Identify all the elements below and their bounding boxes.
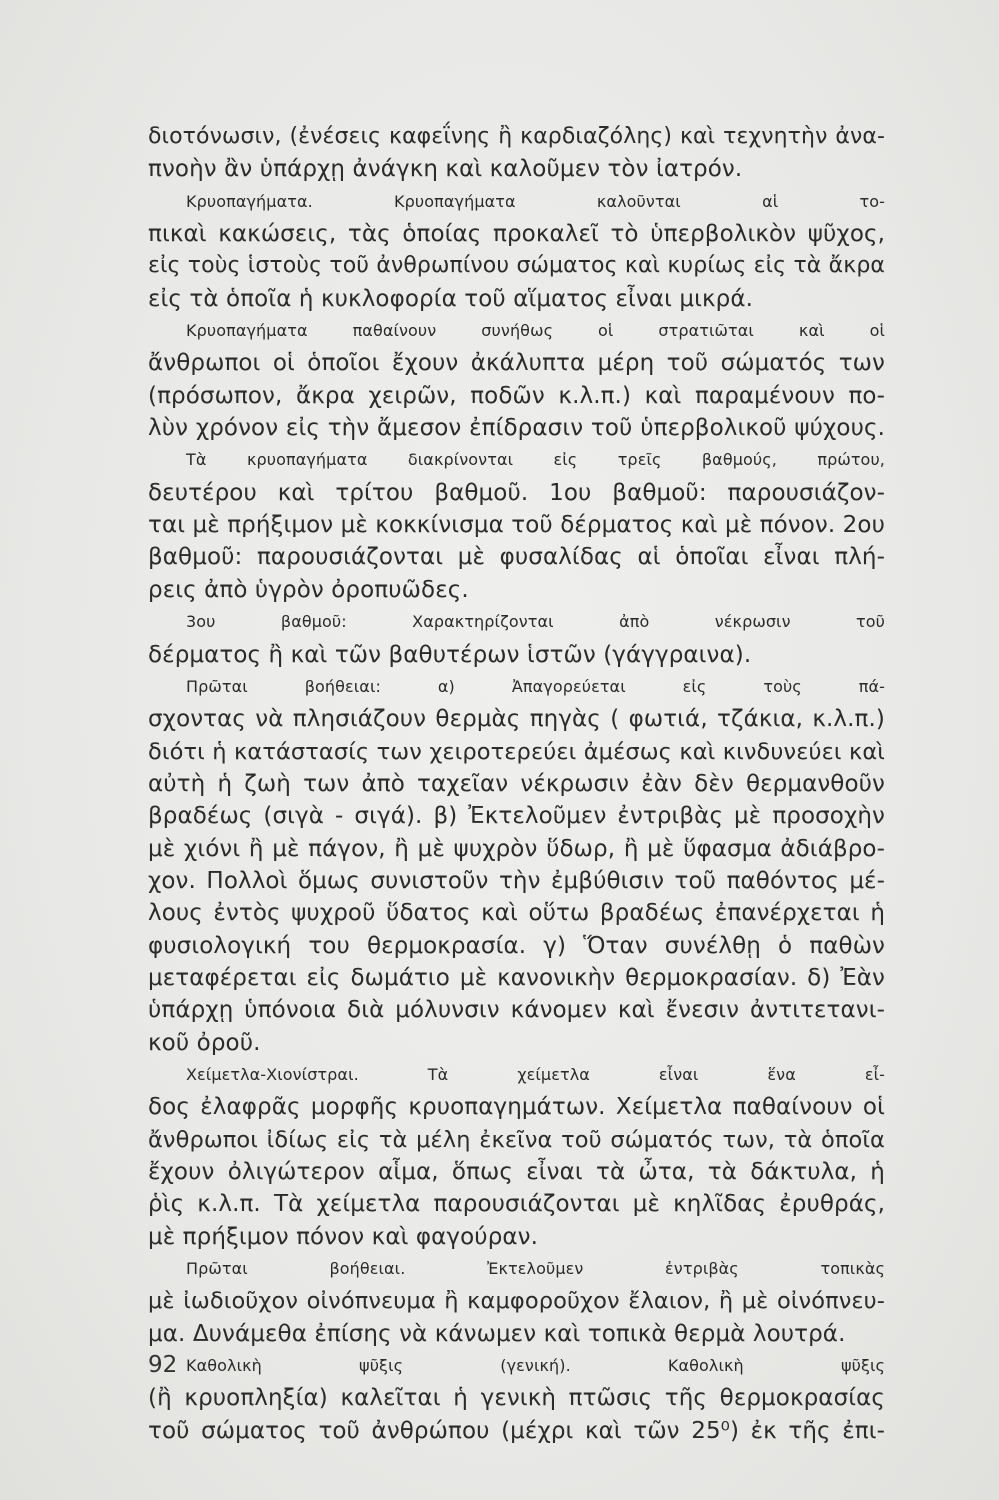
text-line: λους ἐντὸς ψυχροῦ ὕδατος καὶ οὕτω βραδέως ἐπανέρχεται ἡ [148,900,885,927]
text-line: εἰς τὰ ὁποῖα ἡ κυκλοφορία τοῦ αἵματος εἶναι μικρά. [148,285,754,312]
text-line: διοτόνωσιν, (ἐνέσεις καφεΐνης ἢ καρδιαζόλης) καὶ τεχνητὴν ἀνα- [148,124,885,149]
text-line: αὐτὴ ἡ ζωὴ των ἀπὸ ταχεῖαν νέκρωσιν ἐὰν δὲν θερμανθοῦν [148,770,885,797]
section-heading-line: Κρυοπαγήματα. Κρυοπαγήματα καλοῦνται αἱ το- [186,191,885,211]
text-line: μὲ ἰωδιοῦχον οἰνόπνευμα ἢ καμφοροῦχον ἔλαιον, ἢ μὲ οἰνόπνευ- [148,1288,885,1315]
text-line: λὺν χρόνον εἰς τὴν ἄμεσον ἐπίδρασιν τοῦ ὑπερβολικοῦ ψύχους. [148,415,885,442]
page-number: 92 [148,1352,178,1378]
section-heading-line: Πρῶται βοήθειαι. Ἐκτελοῦμεν ἐντριβὰς τοπικὰς [186,1259,885,1279]
text-line: ῥὶς κ.λ.π. Τὰ χείμετλα παρουσιάζονται μὲ κηλῖδας ἐρυθράς, [148,1191,885,1218]
text-line: δος ἐλαφρᾶς μορφῆς κρυοπαγημάτων. Χείμετλα παθαίνουν οἱ [148,1094,885,1121]
text-line: ἄνθρωποι ἰδίως εἰς τὰ μέλη ἐκεῖνα τοῦ σώματός των, τὰ ὁποῖα [148,1126,885,1153]
body-text [148,121,885,1447]
text-line: 3ου βαθμοῦ: Χαρακτηρίζονται ἀπὸ νέκρωσιν τοῦ [186,612,885,632]
text-line: σχοντας νὰ πλησιάζουν θερμὰς πηγὰς ( φωτιά, τζάκια, κ.λ.π.) [148,706,885,733]
text-line: ἄνθρωποι οἱ ὁποῖοι ἔχουν ἀκάλυπτα μέρη τοῦ σώματός των [148,350,885,377]
text-line: Κρυοπαγήματα παθαίνουν συνήθως οἱ στρατιῶται καὶ οἱ [186,321,885,341]
text-line: μὲ πρήξιμον πόνον καὶ φαγούραν. [148,1223,539,1250]
section-heading-line: Καθολικὴ ψῦξις (γενική). Καθολικὴ ψῦξις [186,1356,885,1376]
text-line: φυσιολογική του θερμοκρασία. γ) Ὅταν συνέλθῃ ὁ παθὼν [148,932,885,959]
text-line: (ἢ κρυοπληξία) καλεῖται ἡ γενικὴ πτῶσις τῆς θερμοκρασίας [148,1385,885,1412]
text-line: διότι ἡ κατάστασίς των χειροτερεύει ἀμέσως καὶ κινδυνεύει καὶ [148,738,885,765]
text-line: ἔχουν ὀλιγώτερον αἷμα, ὅπως εἶναι τὰ ὦτα, τὰ δάκτυλα, ἡ [148,1159,885,1185]
text-line: εἰς τοὺς ἱστοὺς τοῦ ἀνθρωπίνου σώματος καὶ κυρίως εἰς τὰ ἄκρα [148,253,885,279]
text-line: ὑπάρχῃ ὑπόνοια διὰ μόλυνσιν κάνομεν καὶ ἔνεσιν ἀντιτετανι- [148,997,885,1024]
text-line: δευτέρου καὶ τρίτου βαθμοῦ. 1ου βαθμοῦ: παρουσιάζον- [148,479,885,506]
text-line: Τὰ κρυοπαγήματα διακρίνονται εἰς τρεῖς βαθμούς, πρώτου, [186,450,885,470]
text-line: μὲ χιόνι ἢ μὲ πάγον, ἢ μὲ ψυχρὸν ὕδωρ, ἢ μὲ ὕφασμα ἀδιάβρο- [148,835,885,862]
text-line: τοῦ σώματος τοῦ ἀνθρώπου (μέχρι καὶ τῶν 25⁰) ἐκ τῆς ἐπι- [148,1417,885,1444]
text-line: κοῦ ὀροῦ. [148,1029,261,1056]
section-heading-line: Χείμετλα-Χιονίστραι. Τὰ χείμετλα εἶναι ἕνα εἶ- [186,1064,885,1084]
text-line: ται μὲ πρήξιμον μὲ κοκκίνισμα τοῦ δέρματος καὶ μὲ πόνον. 2ου [148,512,885,539]
text-line: χον. Πολλοὶ ὅμως συνιστοῦν τὴν ἐμβύθισιν τοῦ παθόντος μέ- [148,867,885,894]
text-line: μεταφέρεται εἰς δωμάτιο μὲ κανονικὴν θερμοκρασίαν. δ) Ἐὰν [148,964,885,991]
section-heading-line: Πρῶται βοήθειαι: α) Ἀπαγορεύεται εἰς τοὺς πά- [186,676,885,696]
text-line: (πρόσωπον, ἄκρα χειρῶν, ποδῶν κ.λ.π.) καὶ παραμένουν πο- [148,382,885,409]
text-line: δέρματος ἢ καὶ τῶν βαθυτέρων ἱστῶν (γάγγραινα). [148,641,752,668]
text-line: βραδέως (σιγὰ - σιγά). β) Ἐκτελοῦμεν ἐντριβὰς μὲ προσοχὴν [148,803,885,830]
text-line: βαθμοῦ: παρουσιάζονται μὲ φυσαλίδας αἱ ὁποῖαι εἶναι πλή- [148,544,885,571]
text-line: ρεις ἀπὸ ὑγρὸν ὀροπυῶδες. [148,576,469,603]
text-line: πικαὶ κακώσεις, τὰς ὁποίας προκαλεῖ τὸ ὑπερβολικὸν ψῦχος, [148,221,885,248]
text-line: μα. Δυνάμεθα ἐπίσης νὰ κάνωμεν καὶ τοπικὰ θερμὰ λουτρά. [148,1320,846,1347]
text-line: πνοὴν ἂν ὑπάρχῃ ἀνάγκη καὶ καλοῦμεν τὸν ἰατρόν. [148,156,743,183]
